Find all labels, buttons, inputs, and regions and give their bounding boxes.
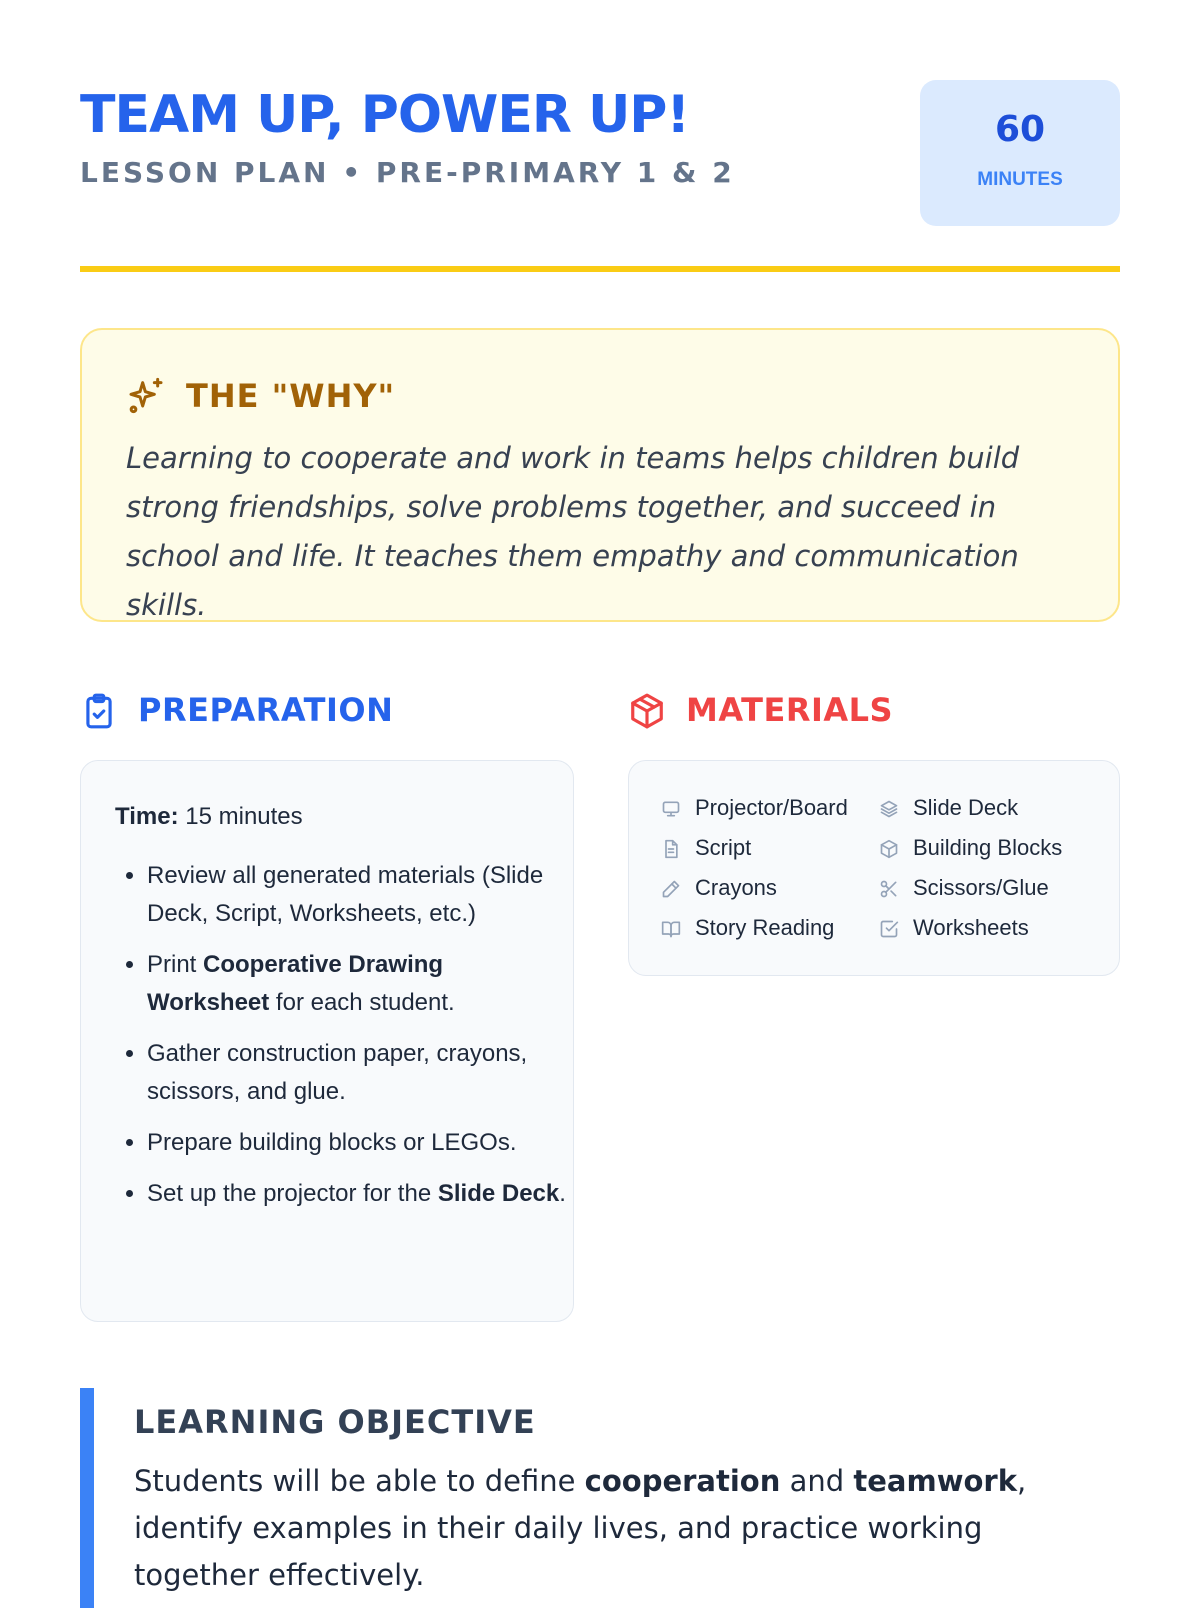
prep-item-text: Prepare building blocks or LEGOs.	[147, 1129, 517, 1156]
cube-icon	[879, 839, 899, 859]
duration-value: 60	[994, 109, 1046, 150]
prep-item-text: for each student.	[269, 989, 455, 1016]
check-square-icon	[879, 919, 899, 939]
prep-item-text: Review all generated materials (Slide Deck, Script, Worksheets, etc.)	[147, 862, 544, 927]
box-icon	[628, 692, 666, 730]
prep-item-text: .	[559, 1180, 566, 1207]
why-callout	[80, 328, 1120, 622]
duration-unit: MINUTES	[977, 169, 1063, 190]
materials-card	[628, 760, 1120, 976]
file-text-icon	[661, 839, 681, 859]
sparkles-icon	[126, 376, 166, 416]
prep-list	[115, 857, 567, 1226]
lesson-plan-page	[80, 0, 1120, 1600]
objective-text	[134, 1458, 1114, 1599]
clipboard-check-icon	[80, 692, 118, 730]
materials-title: MATERIALS	[686, 691, 894, 729]
layers-icon	[879, 799, 899, 819]
objective-bold-teamwork: teamwork	[853, 1464, 1017, 1498]
material-label: Worksheets	[913, 915, 1029, 940]
prep-item-text: Gather construction paper, crayons, scissors, and glue.	[147, 1040, 528, 1105]
objective-text-part: , identify examples in their daily lives, and practice working together effectively.	[134, 1464, 1027, 1592]
monitor-icon	[661, 799, 681, 819]
prep-item-text: Set up the projector for the	[147, 1180, 438, 1207]
duration-badge	[920, 80, 1120, 226]
header	[80, 80, 1120, 230]
list-item	[147, 1124, 567, 1162]
why-text: Learning to cooperate and work in teams helps children build strong friendships, solve problems together, and succeed in school and life. It teaches them empathy and communication skills.	[126, 441, 1020, 622]
header-divider	[80, 266, 1120, 272]
objective-accent-bar	[80, 1388, 94, 1608]
list-item	[147, 857, 567, 933]
page-title: TEAM UP, POWER UP!	[80, 85, 690, 145]
prep-time-value: 15 minutes	[185, 803, 303, 830]
list-item	[147, 1175, 567, 1213]
objective-title: LEARNING OBJECTIVE	[134, 1403, 536, 1441]
objective-bold-cooperation: cooperation	[584, 1464, 781, 1498]
material-label: Scissors/Glue	[913, 875, 1049, 900]
list-item	[147, 946, 567, 1022]
material-label: Story Reading	[695, 915, 835, 940]
scissors-icon	[879, 879, 899, 899]
objective-text-part: and	[780, 1464, 854, 1498]
material-label: Building Blocks	[913, 835, 1063, 860]
objective-text-part: Students will be able to define	[134, 1464, 585, 1498]
material-label: Slide Deck	[913, 795, 1019, 820]
pencil-icon	[661, 879, 681, 899]
material-label: Crayons	[695, 875, 777, 900]
why-title: THE "WHY"	[186, 377, 396, 415]
material-label: Script	[695, 835, 752, 860]
preparation-card	[80, 760, 574, 1322]
book-open-icon	[661, 919, 681, 939]
prep-item-text: Print	[147, 951, 204, 978]
material-label: Projector/Board	[695, 795, 848, 820]
list-item	[147, 1035, 567, 1111]
page-subtitle: LESSON PLAN • PRE-PRIMARY 1 & 2	[80, 156, 735, 189]
prep-time-label: Time:	[115, 803, 179, 830]
prep-item-bold: Slide Deck	[437, 1180, 560, 1207]
prep-time	[115, 801, 303, 833]
prep-item-bold: Cooperative Drawing Worksheet	[147, 951, 444, 1016]
preparation-title: PREPARATION	[138, 691, 394, 729]
